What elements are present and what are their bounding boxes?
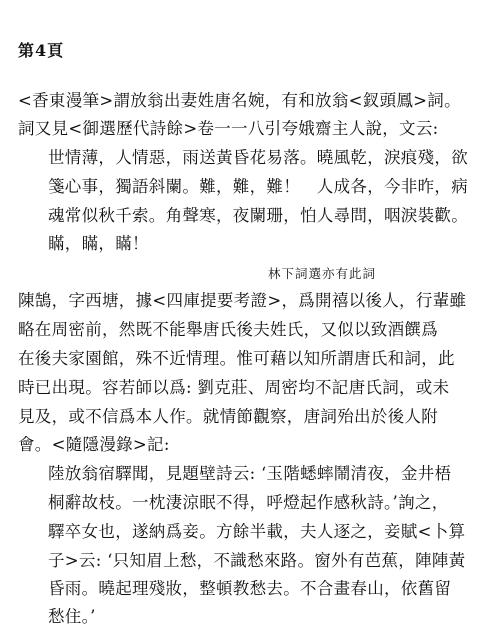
quote-2-line: 愁住。’ [48,607,96,626]
paragraph-2-line: 略在周密前，然既不能舉唐氏後夫姓氏，又似以致酒饌爲 [18,320,438,339]
paragraph-2-line: 陳鵠，字西塘，據<四庫提要考證>，爲開禧以後人，行輩雖 [18,291,467,310]
quote-2-line: 陸放翁宿驛聞，見題壁詩云: ‘玉階蟋蟀鬧清夜，金井梧 [48,464,452,483]
quote-2-line: 昏雨。曉起理殘妝，整頓教愁去。不合畫春山，依舊留 [48,579,452,598]
quote-1-line: 瞞，瞞，瞞！ [48,234,149,253]
paragraph-2-line: 會。<隨隱漫錄>記: [18,435,170,454]
quote-2-line: 驛卒女也，遂納爲妾。方餘半載，夫人逐之，妾賦<卜算 [48,522,466,541]
paragraph-1-line: <香東漫筆>謂放翁出妻姓唐名婉，有和放翁<釵頭鳳>詞。 [18,91,461,110]
paragraph-2-line: 時已出現。容若師以爲: 劉克莊、周密均不記唐氏詞，或未 [18,378,450,397]
quote-1-line: 魂常似秋千索。角聲寒，夜闌珊，怕人尋問，咽淚裝歡。 [48,206,468,225]
paragraph-2-line: 見及，或不信爲本人作。就情節觀察，唐詞殆出於後人附 [18,407,438,426]
quote-2-line: 桐辭故枝。一枕淒涼眠不得，呼燈起作感秋詩。’詢之， [48,493,449,512]
quote-2-line: 子>云: ‘只知眉上愁，不識愁來路。窗外有芭蕉，陣陣黃 [48,551,466,570]
source-note: 林下詞選亦有此詞 [268,266,377,281]
paragraph-2-line: 在後夫家園館，殊不近情理。惟可藉以知所謂唐氏和詞，此 [18,349,455,368]
page-number: 第4頁 [18,41,65,60]
paragraph-1-line: 詞又見<御選歷代詩餘>卷一一八引夸娥齋主人說，文云: [18,119,439,138]
quote-1-line: 箋心事，獨語斜闌。難，難，難！ 人成各，今非昨，病 [48,177,468,196]
quote-1-line: 世情薄，人情惡，雨送黃昏花易落。曉風乾，淚痕殘，欲 [48,148,468,167]
